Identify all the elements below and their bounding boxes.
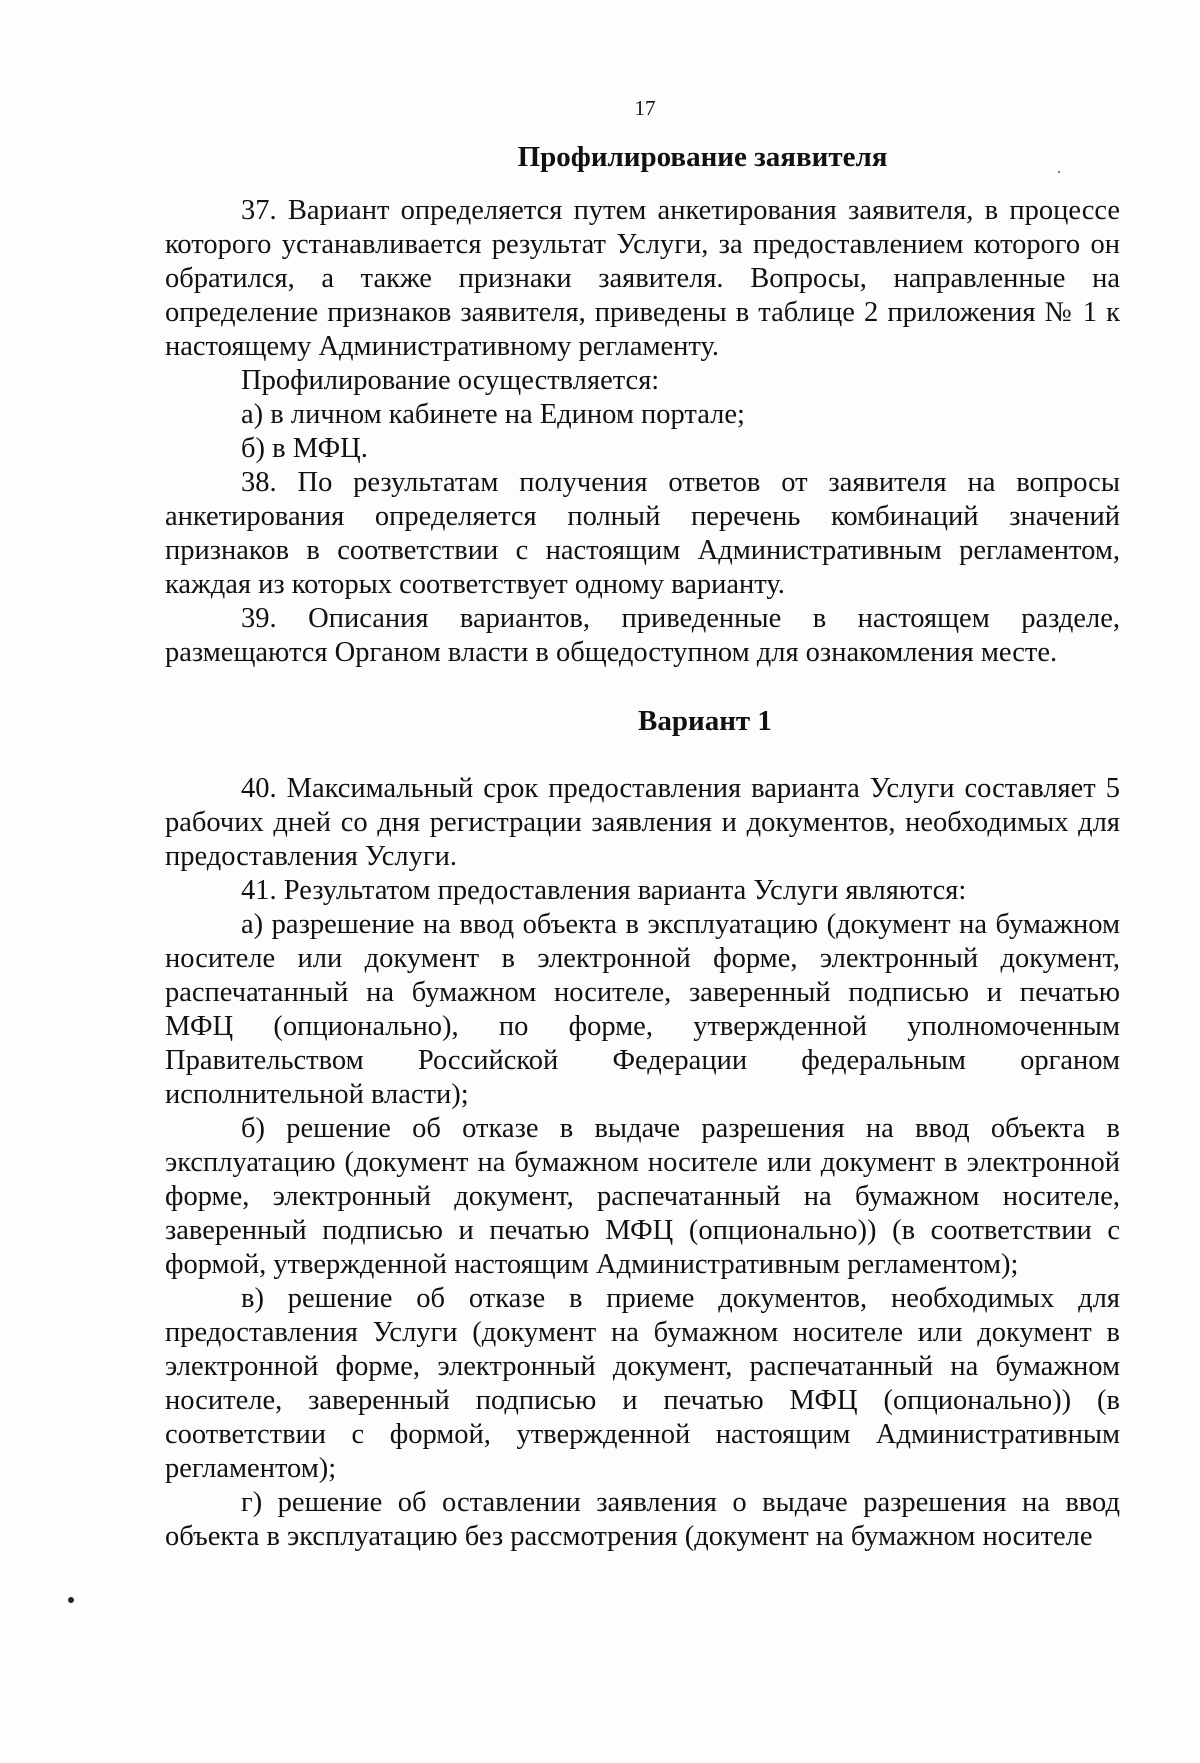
paragraph-41: 41. Результатом предоставления варианта Услуги являются: <box>241 875 967 906</box>
result-item-v: в) решение об отказе в приеме документов, необходимых для предоставления Услуги (документ на бумажном носителе или документ в электронной форме, электронный документ, распечатанный на бумажном носителе, заверенный подписью и печатью МФЦ (опционально)) (в соответствии с формой, утвержденной настоящим Административным регламентом); <box>165 1283 1120 1484</box>
variant-title: Вариант 1 <box>638 705 772 737</box>
list-item-a: а) в личном кабинете на Едином портале; <box>241 399 745 430</box>
result-item-b: б) решение об отказе в выдаче разрешения на ввод объекта в эксплуатацию (документ на бумажном носителе или документ в электронной форме, электронный документ, распечатанный на бумажном носителе, заверенный подписью и печатью МФЦ (опционально)) (в соответствии с формой, утвержденной настоящим Административным регламентом); <box>165 1113 1120 1280</box>
scan-dot <box>68 1597 74 1603</box>
list-item-b: б) в МФЦ. <box>241 433 368 464</box>
paragraph-39: 39. Описания вариантов, приведенные в настоящем разделе, размещаются Органом власти в общедоступном для ознакомления месте. <box>165 603 1120 668</box>
result-item-a: а) разрешение на ввод объекта в эксплуатацию (документ на бумажном носителе или документ в электронной форме, электронный документ, распечатанный на бумажном носителе, заверенный подписью и печатью МФЦ (опционально), по форме, утвержденной уполномоченным Правительством Российской Федерации федеральным органом исполнительной власти); <box>165 909 1120 1110</box>
section-title: Профилирование заявителя <box>517 141 888 173</box>
paragraph-37: 37. Вариант определяется путем анкетирования заявителя, в процессе которого устанавливается результат Услуги, за предоставлением которого он обратился, а также признаки заявителя. Вопросы, направленные на определение признаков заявителя, приведены в таблице 2 приложения № 1 к настоящему Административному регламенту. <box>165 195 1120 362</box>
paragraph-profiling-intro: Профилирование осуществляется: <box>241 365 660 396</box>
document-body <box>165 140 1120 1554</box>
paragraph-38: 38. По результатам получения ответов от заявителя на вопросы анкетирования определяется полный перечень комбинаций значений признаков в соответствии с настоящим Административным регламентом, каждая из которых соответствует одному варианту. <box>165 467 1120 600</box>
result-item-g: г) решение об оставлении заявления о выдаче разрешения на ввод объекта в эксплуатацию без рассмотрения (документ на бумажном носителе <box>165 1487 1120 1552</box>
paragraph-40: 40. Максимальный срок предоставления варианта Услуги составляет 5 рабочих дней со дня регистрации заявления и документов, необходимых для предоставления Услуги. <box>165 773 1120 872</box>
page-number: 17 <box>634 96 656 120</box>
